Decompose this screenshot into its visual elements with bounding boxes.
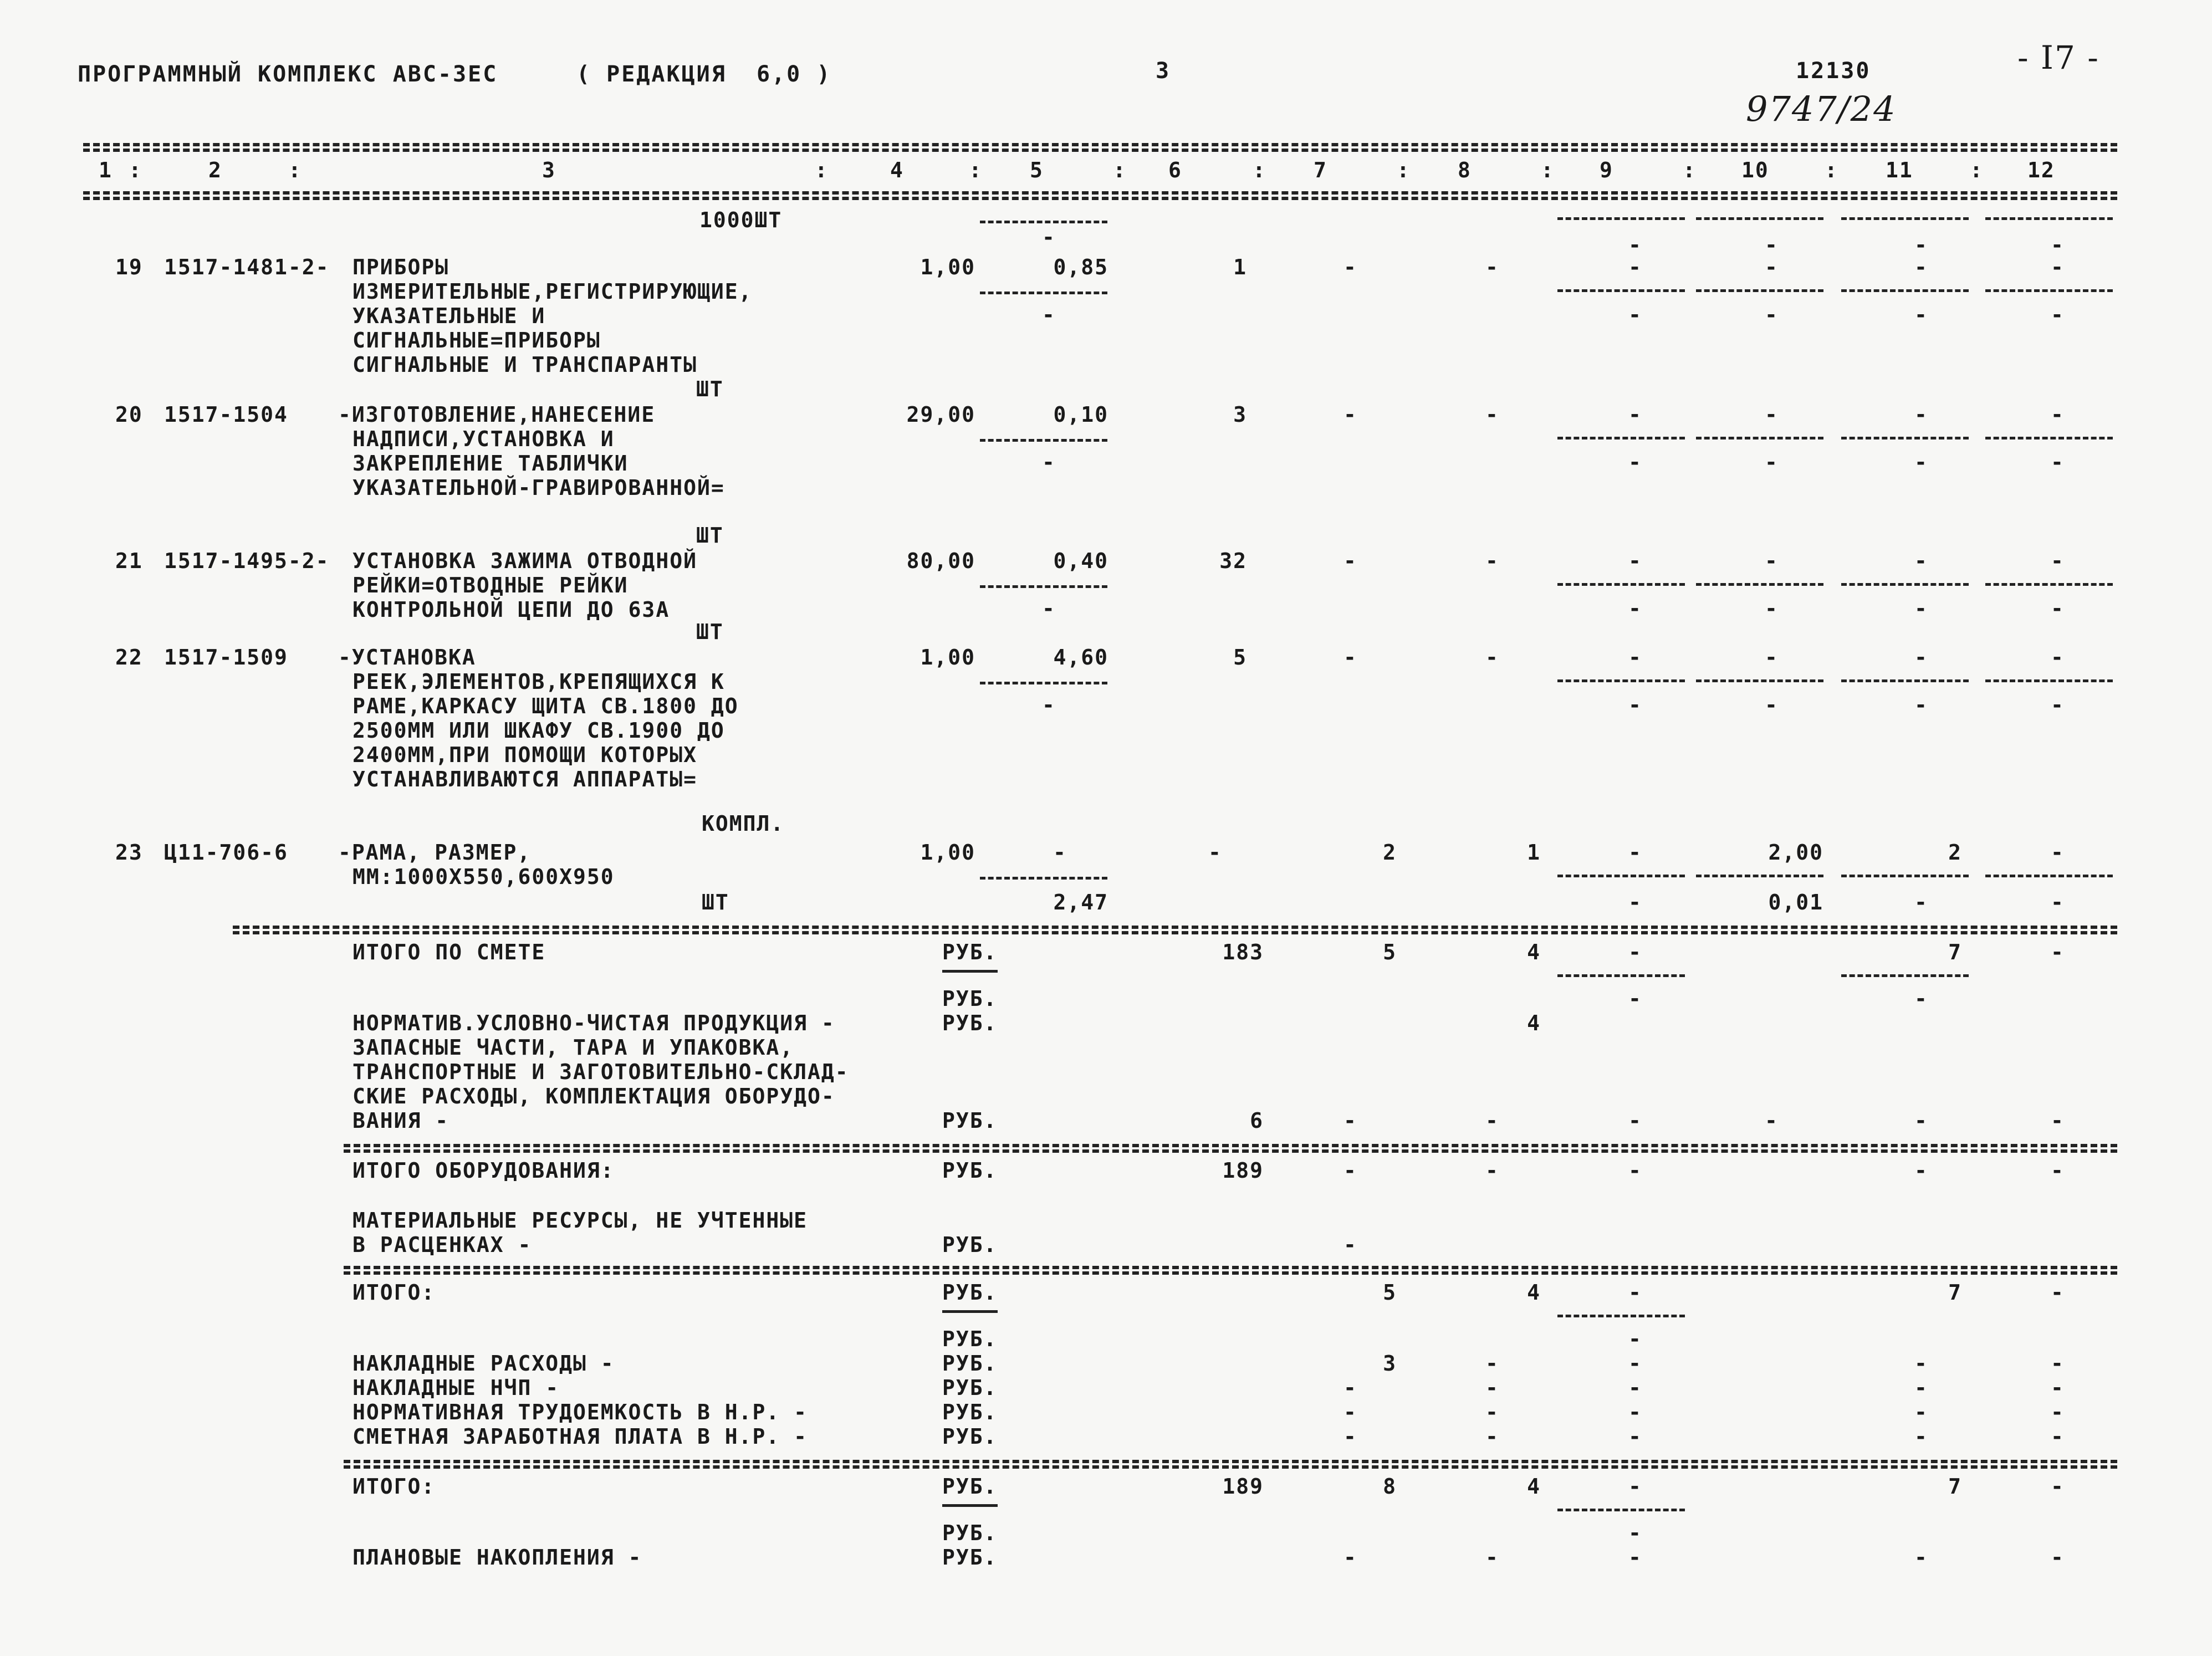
- dash: -: [1628, 1545, 1642, 1570]
- col-11: 11: [1886, 158, 1913, 182]
- row-c10b: 0,01: [1768, 890, 1823, 914]
- col-2: 2: [208, 158, 222, 182]
- summary-label: СКИЕ РАСХОДЫ, КОМПЛЕКТАЦИЯ ОБОРУДО-: [353, 1084, 835, 1108]
- dash: -: [1628, 1351, 1642, 1376]
- summary-c11: 7: [1948, 940, 1962, 964]
- dash: -: [1485, 402, 1499, 427]
- dash: -: [1765, 233, 1779, 257]
- cell-rule: [942, 1504, 998, 1507]
- dash: -: [1628, 1327, 1642, 1351]
- cell-rule: [942, 970, 998, 973]
- row-qty: 1,00: [920, 255, 975, 279]
- summary-c8: 4: [1527, 1474, 1541, 1499]
- dash: -: [1343, 1108, 1357, 1133]
- row-number: 20: [115, 402, 143, 427]
- dash: -: [2051, 1376, 2065, 1400]
- summary-label: НОРМАТИВ.УСЛОВНО-ЧИСТАЯ ПРОДУКЦИЯ -: [353, 1011, 835, 1035]
- cell-rule: [980, 682, 1107, 684]
- dash: -: [1343, 255, 1357, 279]
- summary-label: ИТОГО:: [353, 1474, 436, 1499]
- dash: -: [2051, 1424, 2065, 1449]
- row-c8: 1: [1527, 840, 1541, 865]
- cell-rule: [1985, 583, 2113, 586]
- dash: -: [1914, 1400, 1928, 1424]
- row-total: 1: [1233, 255, 1247, 279]
- dash: -: [2051, 1108, 2065, 1133]
- dash: -: [2051, 402, 2065, 427]
- summary-c11: 7: [1948, 1280, 1962, 1305]
- row-desc-line: РЕЕК,ЭЛЕМЕНТОВ,КРЕПЯЩИХСЯ К: [353, 669, 725, 694]
- dash: -: [1485, 1545, 1499, 1570]
- col-5: 5: [1030, 158, 1044, 182]
- summary-c6: 183: [1222, 940, 1264, 964]
- row-desc-line: УСТАНАВЛИВАЮТСЯ АППАРАТЫ=: [353, 767, 697, 791]
- dash: -: [1343, 1376, 1357, 1400]
- cell-rule: [1557, 875, 1685, 877]
- cell-rule: [1985, 217, 2113, 220]
- summary-c8: 4: [1527, 1011, 1541, 1035]
- unit-label: РУБ.: [942, 987, 998, 1011]
- summary-label: НОРМАТИВНАЯ ТРУДОЕМКОСТЬ В Н.Р. -: [353, 1400, 808, 1424]
- cell-rule: [942, 1310, 998, 1313]
- row-c11: 2: [1948, 840, 1962, 865]
- row-code: 1517-1509: [164, 645, 288, 669]
- row-number: 21: [115, 549, 143, 573]
- header-rule-bottom-2: [83, 197, 2117, 200]
- dash: -: [1042, 225, 1056, 249]
- cell-rule: [1557, 974, 1685, 977]
- dash: -: [1628, 645, 1642, 669]
- document-code: 12130: [1796, 58, 1871, 84]
- unit-label: РУБ.: [942, 1158, 998, 1183]
- unit-label: ШТ: [702, 890, 729, 914]
- row-desc-line: -РАМА, РАЗМЕР,: [338, 840, 532, 865]
- dash: -: [1628, 233, 1642, 257]
- col-sep: :: [1397, 158, 1411, 182]
- dash: -: [1343, 549, 1357, 573]
- row-price: 0,85: [1053, 255, 1108, 279]
- dash: -: [2051, 1280, 2065, 1305]
- col-sep: :: [1113, 158, 1127, 182]
- summary-label: НАКЛАДНЫЕ РАСХОДЫ -: [353, 1351, 615, 1376]
- dash: -: [1628, 303, 1642, 327]
- cell-rule: [1985, 875, 2113, 877]
- col-sep: :: [1970, 158, 1984, 182]
- col-sep: :: [815, 158, 829, 182]
- dash: -: [1628, 987, 1642, 1011]
- unit-label: РУБ.: [942, 1011, 998, 1035]
- dash: -: [1914, 693, 1928, 717]
- cell-rule: [1557, 1315, 1685, 1317]
- summary-c7: 5: [1383, 940, 1397, 964]
- row-qty: 80,00: [906, 549, 975, 573]
- summary-label: СМЕТНАЯ ЗАРАБОТНАЯ ПЛАТА В Н.Р. -: [353, 1424, 808, 1449]
- row-c7: 2: [1383, 840, 1397, 865]
- col-sep: :: [1683, 158, 1697, 182]
- unit-label: РУБ.: [942, 1351, 998, 1376]
- dash: -: [1914, 233, 1928, 257]
- handwritten-annotation: 9747/24: [1746, 89, 1897, 129]
- cell-rule: [980, 221, 1107, 223]
- row-desc-line: 2500ММ ИЛИ ШКАФУ СВ.1900 ДО: [353, 718, 725, 743]
- unit-label: РУБ.: [942, 1521, 998, 1545]
- dash: -: [2051, 890, 2065, 914]
- row-price: 2,47: [1053, 890, 1108, 914]
- summary-label: НАКЛАДНЫЕ НЧП -: [353, 1376, 560, 1400]
- row-qty: 29,00: [906, 402, 975, 427]
- cell-rule: [1557, 217, 1685, 220]
- summary-c7: 5: [1383, 1280, 1397, 1305]
- col-3: 3: [542, 158, 556, 182]
- cell-rule: [1557, 583, 1685, 586]
- col-sep: :: [129, 158, 142, 182]
- cell-rule: [980, 585, 1107, 588]
- col-sep: :: [288, 158, 302, 182]
- dash: -: [1485, 549, 1499, 573]
- unit-label: РУБ.: [942, 1233, 998, 1257]
- row-desc-line: ЗАКРЕПЛЕНИЕ ТАБЛИЧКИ: [353, 451, 629, 476]
- dash: -: [1343, 1233, 1357, 1257]
- program-title: ПРОГРАММНЫЙ КОМПЛЕКС АВС-3ЕС: [78, 62, 498, 87]
- unit-label: РУБ.: [942, 1108, 998, 1133]
- summary-c6: 189: [1222, 1158, 1264, 1183]
- dash: -: [2051, 645, 2065, 669]
- dash: -: [1914, 645, 1928, 669]
- summary-label: ИТОГО:: [353, 1280, 436, 1305]
- dash: -: [1485, 645, 1499, 669]
- sheet-number: 3: [1156, 58, 1171, 84]
- unit-label: РУБ.: [942, 1474, 998, 1499]
- header-rule-top: [83, 143, 2117, 146]
- dash: -: [2051, 255, 2065, 279]
- dash: -: [1628, 1474, 1642, 1499]
- edition-label: ( РЕДАКЦИЯ 6,0 ): [576, 62, 832, 87]
- summary-rule: [344, 1266, 2117, 1269]
- dash: -: [1765, 596, 1779, 621]
- dash: -: [1628, 596, 1642, 621]
- dash: -: [1042, 303, 1056, 327]
- summary-c7: 3: [1383, 1351, 1397, 1376]
- page-number: - I7 -: [2017, 39, 2099, 76]
- row-desc-line: УКАЗАТЕЛЬНЫЕ И: [353, 304, 546, 328]
- summary-label: ИТОГО ПО СМЕТЕ: [353, 940, 546, 964]
- cell-rule: [1985, 437, 2113, 439]
- cell-rule: [1841, 217, 1969, 220]
- col-7: 7: [1314, 158, 1327, 182]
- dash: -: [2051, 1351, 2065, 1376]
- row-price: 0,40: [1053, 549, 1108, 573]
- row-code: Ц11-706-6: [164, 840, 288, 865]
- unit-label: РУБ.: [942, 940, 998, 964]
- dash: -: [1485, 1400, 1499, 1424]
- row-number: 23: [115, 840, 143, 865]
- unit-label: КОМПЛ.: [702, 811, 785, 836]
- dash: -: [1628, 693, 1642, 717]
- summary-label: ВАНИЯ -: [353, 1108, 449, 1133]
- dash: -: [1914, 1376, 1928, 1400]
- summary-rule-2: [344, 1271, 2117, 1275]
- row-desc-line: СИГНАЛЬНЫЕ И ТРАНСПАРАНТЫ: [353, 352, 697, 377]
- header-rule-bottom: [83, 191, 2117, 195]
- dash: -: [1914, 402, 1928, 427]
- cell-rule: [1841, 875, 1969, 877]
- dash: -: [1485, 1424, 1499, 1449]
- row-desc-line: УКАЗАТЕЛЬНОЙ-ГРАВИРОВАННОЙ=: [353, 476, 725, 500]
- dash: -: [1914, 1351, 1928, 1376]
- row-desc-line: -ИЗГОТОВЛЕНИЕ,НАНЕСЕНИЕ: [338, 402, 656, 427]
- unit-label: РУБ.: [942, 1400, 998, 1424]
- dash: -: [1485, 1376, 1499, 1400]
- dash: -: [1765, 255, 1779, 279]
- dash: -: [1914, 1424, 1928, 1449]
- unit-label: ШТ: [696, 620, 724, 644]
- dash: -: [1914, 1545, 1928, 1570]
- unit-label: ШТ: [696, 377, 724, 401]
- cell-rule: [980, 292, 1107, 294]
- cell-rule: [1841, 679, 1969, 682]
- summary-rule-2: [344, 1465, 2117, 1469]
- cell-rule: [1696, 583, 1823, 586]
- unit-label: РУБ.: [942, 1327, 998, 1351]
- cell-rule: [1696, 437, 1823, 439]
- dash: -: [2051, 693, 2065, 717]
- row-code: 1517-1495-2-: [164, 549, 330, 573]
- row-qty: 1,00: [920, 645, 975, 669]
- summary-label: ИТОГО ОБОРУДОВАНИЯ:: [353, 1158, 615, 1183]
- dash: -: [1628, 255, 1642, 279]
- dash: -: [1208, 840, 1222, 865]
- dash: -: [2051, 1400, 2065, 1424]
- dash: -: [1343, 1400, 1357, 1424]
- row-code: 1517-1504: [164, 402, 288, 427]
- cell-rule: [1557, 289, 1685, 292]
- row-c10: 2,00: [1768, 840, 1823, 865]
- col-sep: :: [969, 158, 983, 182]
- col-10: 10: [1741, 158, 1769, 182]
- dash: -: [2051, 1545, 2065, 1570]
- row-desc-line: 2400ММ,ПРИ ПОМОЩИ КОТОРЫХ: [353, 743, 697, 767]
- dash: -: [1765, 693, 1779, 717]
- dash: -: [2051, 303, 2065, 327]
- cell-rule: [1841, 974, 1969, 977]
- dash: -: [2051, 840, 2065, 865]
- summary-rule: [233, 926, 2117, 929]
- dash: -: [1628, 549, 1642, 573]
- dash: -: [1914, 549, 1928, 573]
- dash: -: [1914, 303, 1928, 327]
- dash: -: [1765, 1108, 1779, 1133]
- dash: -: [1628, 840, 1642, 865]
- unit-label: РУБ.: [942, 1545, 998, 1570]
- cell-rule: [1557, 437, 1685, 439]
- dash: -: [1485, 1108, 1499, 1133]
- cell-rule: [1696, 289, 1823, 292]
- summary-c8: 4: [1527, 1280, 1541, 1305]
- col-sep: :: [1825, 158, 1838, 182]
- unit-label: РУБ.: [942, 1424, 998, 1449]
- unit-label: РУБ.: [942, 1280, 998, 1305]
- row-desc-line: -УСТАНОВКА: [338, 645, 476, 669]
- cell-rule: [1557, 679, 1685, 682]
- dash: -: [1042, 693, 1056, 717]
- dash: -: [1765, 450, 1779, 474]
- dash: -: [1914, 596, 1928, 621]
- dash: -: [1628, 1376, 1642, 1400]
- row-desc-line: КОНТРОЛЬНОЙ ЦЕПИ ДО 63А: [353, 597, 670, 622]
- dash: -: [2051, 596, 2065, 621]
- dash: -: [1628, 1521, 1642, 1545]
- row-total: 3: [1233, 402, 1247, 427]
- dash: -: [2051, 450, 2065, 474]
- row-total: 32: [1219, 549, 1247, 573]
- dash: -: [1628, 1400, 1642, 1424]
- cell-rule: [1557, 1509, 1685, 1511]
- summary-c6: 189: [1222, 1474, 1264, 1499]
- dash: -: [1042, 450, 1056, 474]
- summary-rule: [344, 1144, 2117, 1147]
- row-desc-line: ММ:1000Х550,600Х950: [353, 865, 615, 889]
- dash: -: [1914, 987, 1928, 1011]
- row-qty: 1,00: [920, 840, 975, 865]
- cell-rule: [980, 439, 1107, 442]
- dash: -: [1343, 1545, 1357, 1570]
- summary-label: МАТЕРИАЛЬНЫЕ РЕСУРСЫ, НЕ УЧТЕННЫЕ: [353, 1208, 808, 1233]
- col-sep: :: [1541, 158, 1555, 182]
- dash: -: [2051, 233, 2065, 257]
- dash: -: [1628, 890, 1642, 914]
- cell-rule: [1696, 679, 1823, 682]
- col-6: 6: [1168, 158, 1182, 182]
- dash: -: [1628, 1424, 1642, 1449]
- summary-rule-2: [233, 931, 2117, 934]
- dash: -: [1485, 255, 1499, 279]
- dash: -: [1914, 1158, 1928, 1183]
- dash: -: [1628, 402, 1642, 427]
- unit-label: РУБ.: [942, 1376, 998, 1400]
- dash: -: [1343, 1424, 1357, 1449]
- row-number: 19: [115, 255, 143, 279]
- row-desc-line: РАМЕ,КАРКАСУ ЩИТА СВ.1800 ДО: [353, 694, 739, 718]
- row-number: 22: [115, 645, 143, 669]
- dash: -: [1914, 255, 1928, 279]
- cell-rule: [980, 877, 1107, 880]
- dash: -: [1765, 549, 1779, 573]
- dash: -: [2051, 549, 2065, 573]
- dash: -: [2051, 1474, 2065, 1499]
- cell-rule: [1696, 875, 1823, 877]
- dash: -: [2051, 940, 2065, 964]
- summary-label: ЗАПАСНЫЕ ЧАСТИ, ТАРА И УПАКОВКА,: [353, 1035, 794, 1060]
- dash: -: [1485, 1351, 1499, 1376]
- row-price: 0,10: [1053, 402, 1108, 427]
- dash: -: [1628, 450, 1642, 474]
- summary-c11: 7: [1948, 1474, 1962, 1499]
- cell-rule: [1841, 437, 1969, 439]
- summary-c6: 6: [1250, 1108, 1264, 1133]
- row-desc-line: ПРИБОРЫ: [353, 255, 449, 279]
- row-price: 4,60: [1053, 645, 1108, 669]
- dash: -: [1765, 402, 1779, 427]
- row-desc-line: СИГНАЛЬНЫЕ=ПРИБОРЫ: [353, 328, 601, 352]
- cell-rule: [1841, 583, 1969, 586]
- unit-label: ШТ: [696, 523, 724, 548]
- dash: -: [1343, 1158, 1357, 1183]
- dash: -: [1628, 1158, 1642, 1183]
- summary-label: В РАСЦЕНКАХ -: [353, 1233, 532, 1257]
- col-9: 9: [1600, 158, 1613, 182]
- dash: -: [1343, 402, 1357, 427]
- summary-c7: 8: [1383, 1474, 1397, 1499]
- dash: -: [1914, 890, 1928, 914]
- dash: -: [1914, 450, 1928, 474]
- col-12: 12: [2027, 158, 2055, 182]
- row-desc-line: ИЗМЕРИТЕЛЬНЫЕ,РЕГИСТРИРУЮЩИЕ,: [353, 279, 753, 304]
- summary-rule: [344, 1460, 2117, 1463]
- col-1: 1: [99, 158, 113, 182]
- dash: -: [1765, 645, 1779, 669]
- row-desc-line: УСТАНОВКА ЗАЖИМА ОТВОДНОЙ: [353, 549, 697, 573]
- header-rule-top-2: [83, 149, 2117, 152]
- dash: -: [2051, 1158, 2065, 1183]
- summary-c8: 4: [1527, 940, 1541, 964]
- col-sep: :: [1253, 158, 1266, 182]
- summary-label: ПЛАНОВЫЕ НАКОПЛЕНИЯ -: [353, 1545, 642, 1570]
- unit-label: 1000ШТ: [699, 208, 783, 232]
- row-desc-line: РЕЙКИ=ОТВОДНЫЕ РЕЙКИ: [353, 573, 629, 597]
- dash: -: [1628, 1280, 1642, 1305]
- col-4: 4: [890, 158, 904, 182]
- row-code: 1517-1481-2-: [164, 255, 330, 279]
- dash: -: [1765, 303, 1779, 327]
- cell-rule: [1985, 289, 2113, 292]
- dash: -: [1042, 596, 1056, 621]
- dash: -: [1628, 1108, 1642, 1133]
- row-total: 5: [1233, 645, 1247, 669]
- dash: -: [1914, 1108, 1928, 1133]
- row-desc-line: НАДПИСИ,УСТАНОВКА И: [353, 427, 615, 451]
- dash: -: [1343, 645, 1357, 669]
- cell-rule: [1841, 289, 1969, 292]
- dash: -: [1053, 840, 1067, 865]
- col-8: 8: [1458, 158, 1472, 182]
- summary-label: ТРАНСПОРТНЫЕ И ЗАГОТОВИТЕЛЬНО-СКЛАД-: [353, 1060, 849, 1084]
- summary-rule-2: [344, 1149, 2117, 1153]
- dash: -: [1628, 940, 1642, 964]
- cell-rule: [1985, 679, 2113, 682]
- dash: -: [1485, 1158, 1499, 1183]
- cell-rule: [1696, 217, 1823, 220]
